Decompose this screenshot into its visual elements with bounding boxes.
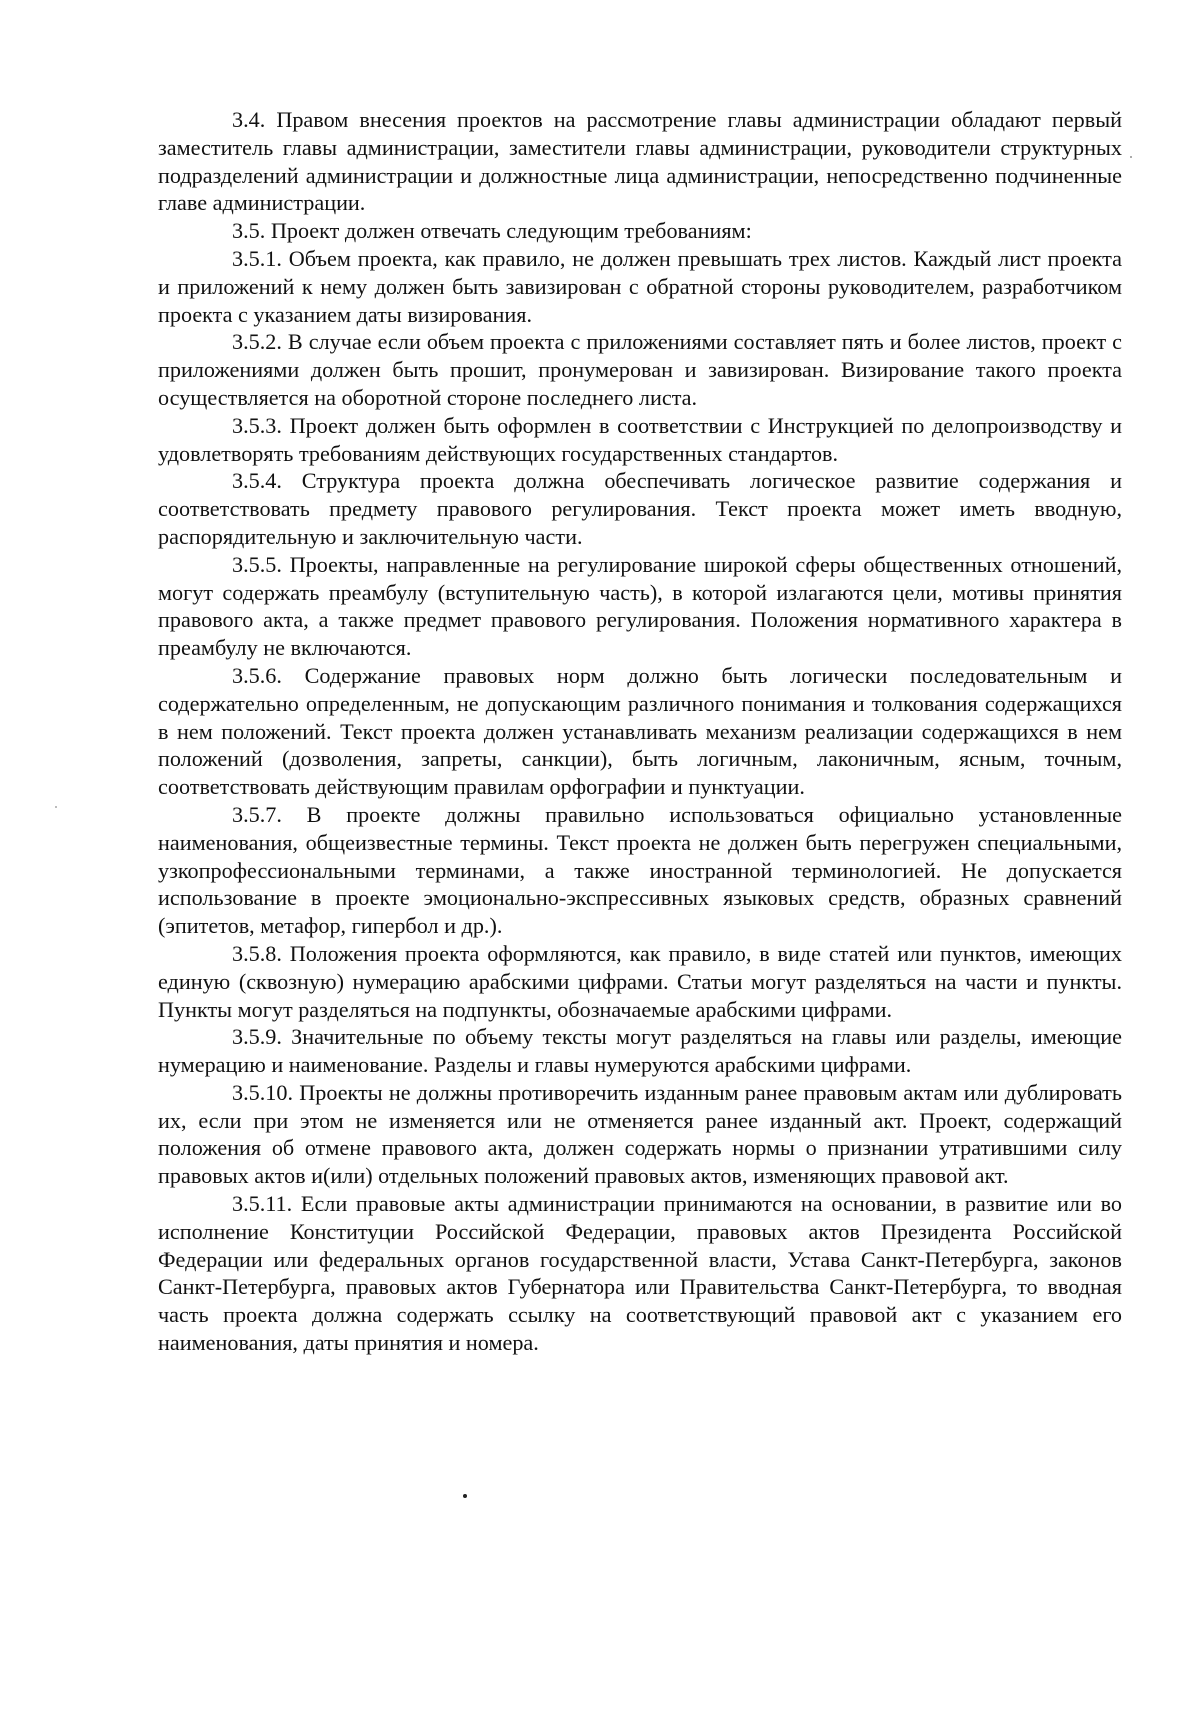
paragraph-3-5-9: 3.5.9. Значительные по объему тексты могут разделяться на главы или разделы, имеющие нумерацию и наименование. Разделы и главы нумеруются арабскими цифрами.: [158, 1024, 1122, 1078]
scan-speck: [1130, 156, 1132, 158]
paragraph-3-5-7: 3.5.7. В проекте должны правильно использоваться официально установленные наименования, общеизвестные термины. Текст проекта не должен быть перегружен специальными, узкопрофессиональными терминами, а также иностранной терминологией. Не допускается использование в проекте эмоционально-экспрессивных языковых средств, образных сравнений (эпитетов, метафор, гипербол и др.).: [158, 801, 1122, 939]
scan-speck: [463, 1494, 467, 1498]
paragraph-3-5-3: 3.5.3. Проект должен быть оформлен в соответствии с Инструкцией по делопроизводству и удовлетворять требованиям действующих государственных стандартов.: [158, 412, 1122, 466]
scan-speck: [55, 806, 57, 808]
paragraph-3-4: 3.4. Правом внесения проектов на рассмотрение главы администрации обладают первый заместитель главы администрации, заместители главы администрации, руководители структурных подразделений администрации и должностные лица администрации, непосредственно подчиненные главе администрации.: [158, 107, 1122, 216]
document-body: [158, 106, 1122, 1357]
paragraph-3-5-6: 3.5.6. Содержание правовых норм должно быть логически последовательным и содержательно определенным, не допускающим различного понимания и толкования содержащихся в нем положений. Текст проекта должен устанавливать механизм реализации содержащихся в нем положений (дозволения, запреты, санкции), быть логичным, лаконичным, ясным, точным, соответствовать действующим правилам орфографии и пунктуации.: [158, 662, 1122, 800]
paragraph-3-5: 3.5. Проект должен отвечать следующим требованиям:: [232, 218, 752, 244]
paragraph-3-5-11: 3.5.11. Если правовые акты администрации принимаются на основании, в развитие или во исполнение Конституции Российской Федерации, правовых актов Президента Российской Федерации или федеральных органов государственной власти, Устава Санкт-Петербурга, законов Санкт-Петербурга, правовых актов Губернатора или Правительства Санкт-Петербурга, то вводная часть проекта должна содержать ссылку на соответствующий правовой акт с указанием его наименования, даты принятия и номера.: [158, 1191, 1122, 1356]
paragraph-3-5-1: 3.5.1. Объем проекта, как правило, не должен превышать трех листов. Каждый лист проекта и приложений к нему должен быть завизирован с обратной стороны руководителем, разработчиком проекта с указанием даты визирования.: [158, 245, 1122, 327]
paragraph-3-5-5: 3.5.5. Проекты, направленные на регулирование широкой сферы общественных отношений, могут содержать преамбулу (вступительную часть), в которой излагаются цели, мотивы принятия правового акта, а также предмет правового регулирования. Положения нормативного характера в преамбулу не включаются.: [158, 551, 1122, 661]
paragraph-3-5-4: 3.5.4. Структура проекта должна обеспечивать логическое развитие содержания и соответствовать предмету правового регулирования. Текст проекта может иметь вводную, распорядительную и заключительную части.: [158, 468, 1122, 549]
paragraph-3-5-2: 3.5.2. В случае если объем проекта с приложениями составляет пять и более листов, проект с приложениями должен быть прошит, пронумерован и завизирован. Визирование такого проекта осуществляется на оборотной стороне последнего листа.: [158, 329, 1122, 410]
paragraph-3-5-8: 3.5.8. Положения проекта оформляются, как правило, в виде статей или пунктов, имеющих единую (сквозную) нумерацию арабскими цифрами. Статьи могут разделяться на части и пункты. Пункты могут разделяться на подпункты, обозначаемые арабскими цифрами.: [158, 940, 1122, 1022]
paragraph-3-5-10: 3.5.10. Проекты не должны противоречить изданным ранее правовым актам или дублировать их, если при этом не изменяется или не отменяется ранее изданный акт. Проект, содержащий положения об отмене правового акта, должен содержать нормы о признании утратившими силу правовых актов и(или) отдельных положений правовых актов, изменяющих правовой акт.: [158, 1079, 1122, 1189]
